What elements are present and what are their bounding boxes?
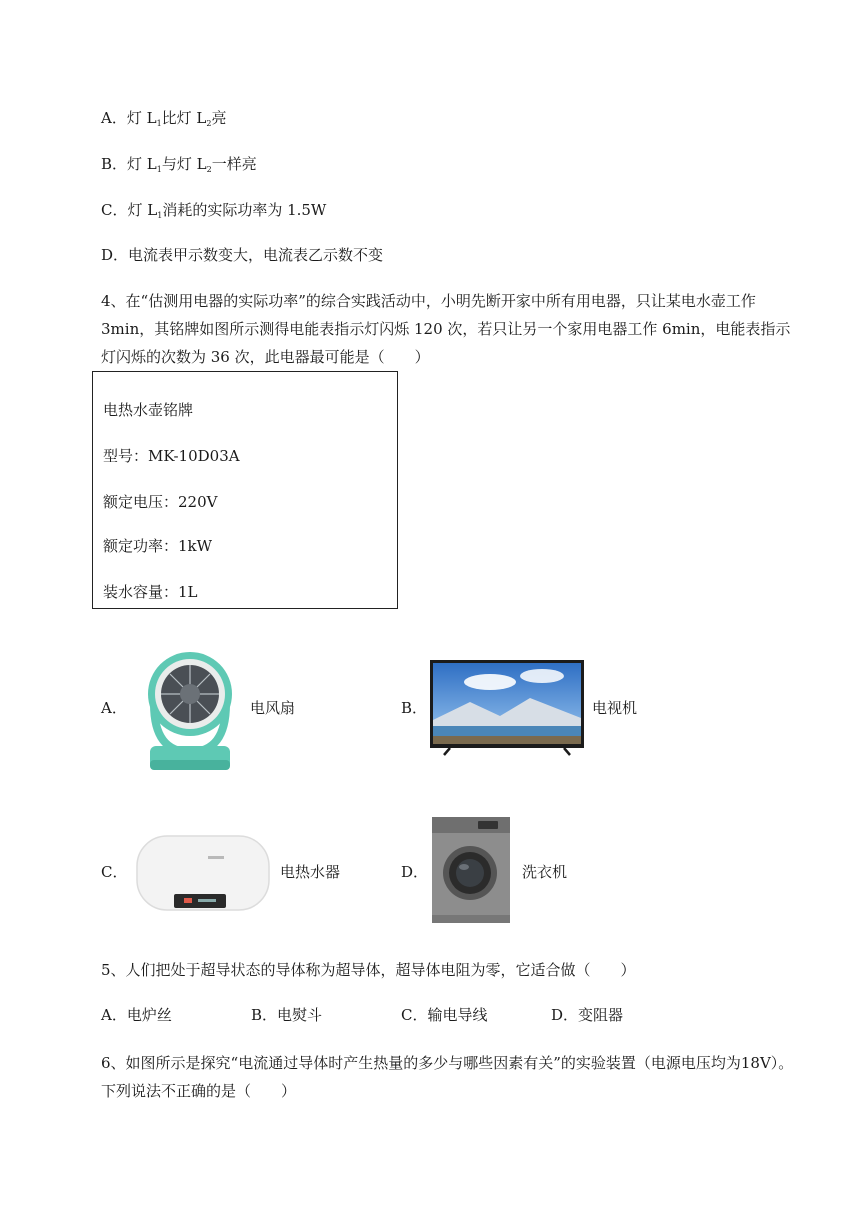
kettle-nameplate bbox=[92, 371, 398, 609]
electric-fan-icon bbox=[140, 648, 240, 776]
q5-option-c: C．输电导线 bbox=[401, 1006, 488, 1024]
water-heater-icon bbox=[136, 834, 270, 918]
q4-option-c-name: 电热水器 bbox=[280, 863, 341, 881]
nameplate-power: 额定功率：1kW bbox=[103, 537, 213, 555]
q5-option-b: B．电熨斗 bbox=[251, 1006, 323, 1024]
q3-option-d: D．电流表甲示数变大，电流表乙示数不变 bbox=[101, 246, 384, 264]
q4-option-a-letter: A． bbox=[101, 699, 127, 717]
nameplate-model: 型号：MK-10D03A bbox=[103, 447, 240, 465]
q4-option-d-letter: D． bbox=[401, 863, 429, 881]
nameplate-title: 电热水壶铭牌 bbox=[103, 401, 194, 419]
q4-option-a-name: 电风扇 bbox=[250, 699, 296, 717]
q4-option-b-letter: B． bbox=[401, 699, 428, 717]
q3-option-c: C．灯 $L_1$消耗的实际功率为 1.5W bbox=[101, 201, 327, 220]
q5-stem: 5、人们把处于超导状态的导体称为超导体，超导体电阻为零，它适合做（ ） bbox=[101, 961, 636, 979]
q5-option-d: D．变阻器 bbox=[551, 1006, 624, 1024]
q3-option-a: A．灯 $L_1$比灯 $L_2$亮 bbox=[101, 109, 227, 128]
q4-option-c-letter: C． bbox=[101, 863, 128, 881]
washing-machine-icon bbox=[432, 817, 510, 929]
q3-option-b: B．灯 $L_1$与灯 $L_2$一样亮 bbox=[101, 155, 257, 174]
television-icon bbox=[430, 660, 584, 760]
q4-stem: 4、在“估测用电器的实际功率”的综合实践活动中，小明先断开家中所有用电器，只让某电水壶工作3min，其铭牌如图所示测得电能表指示灯闪烁 120 次，若只让另一个家用电器工作 6min，电能表指示灯闪烁的次数为 36 次，此电器最可能是（ ） bbox=[101, 292, 791, 366]
nameplate-voltage: 额定电压：220V bbox=[103, 493, 218, 511]
q6-stem: 6、如图所示是探究“电流通过导体时产生热量的多少与哪些因素有关”的实验装置（电源电压均为18V）。下列说法不正确的是（ ） bbox=[101, 1054, 794, 1100]
q5-option-a: A．电炉丝 bbox=[101, 1006, 172, 1024]
q4-option-d-name: 洗衣机 bbox=[522, 863, 568, 881]
nameplate-capacity: 装水容量：1L bbox=[103, 583, 198, 601]
q4-option-b-name: 电视机 bbox=[592, 699, 638, 717]
